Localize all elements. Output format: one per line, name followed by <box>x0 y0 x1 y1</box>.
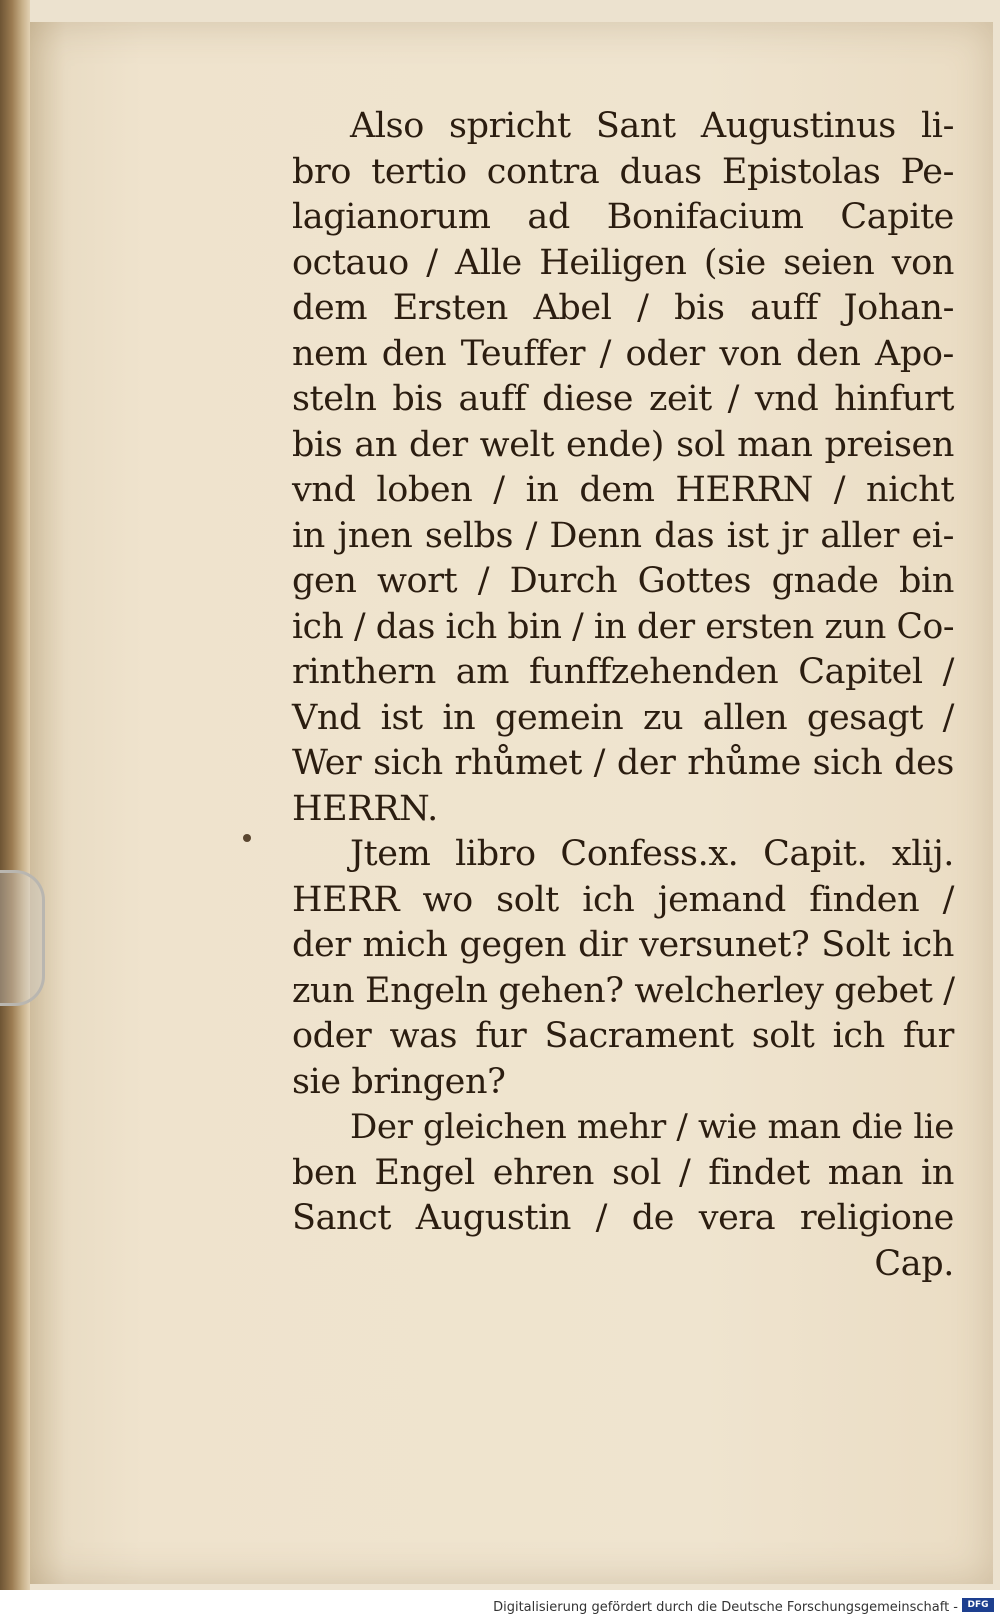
text-line: Wer sich rhůmet / der rhůme sich des <box>292 743 954 783</box>
book-spine <box>0 0 30 1590</box>
text-line: sie bringen? <box>292 1061 506 1102</box>
page-clip <box>0 870 45 1006</box>
text-line: bis an der welt ende) sol man preisen <box>292 424 954 465</box>
text-line: Der gleichen mehr / wie man die lie <box>350 1107 954 1147</box>
ink-dot <box>243 834 251 842</box>
text-line: oder was fur Sacrament solt ich fur <box>292 1016 954 1056</box>
text-line: Vnd ist in gemein zu allen gesagt / <box>292 697 954 738</box>
text-line: zun Engeln gehen? welcherley gebet / <box>292 970 955 1011</box>
catchword: Cap. <box>874 1243 954 1284</box>
text-line: rinthern am funffzehenden Capitel / <box>292 652 954 692</box>
text-line: dem Ersten Abel / bis auff Johan- <box>292 288 954 328</box>
text-line: lagianorum ad Bonifacium Capite <box>292 197 954 237</box>
footer-text: Digitalisierung gefördert durch die Deutsche Forschungsgemeinschaft - <box>493 1600 958 1615</box>
text-line: der mich gegen dir versunet? Solt ich <box>292 925 954 965</box>
text-line: vnd loben / in dem HERRN / nicht <box>292 470 954 510</box>
text-line: bro tertio contra duas Epistolas Pe- <box>292 151 954 192</box>
text-line: HERR wo solt ich jemand finden / <box>292 879 954 920</box>
text-line: Also spricht Sant Augustinus li- <box>350 106 954 146</box>
text-line: octauo / Alle Heiligen (sie seien von <box>292 242 954 283</box>
text-line: HERRN. <box>292 788 438 829</box>
text-line: nem den Teuffer / oder von den Apo- <box>292 333 954 374</box>
dfg-logo-icon: DFG <box>962 1598 994 1612</box>
text-line: ich / das ich bin / in der ersten zun Co- <box>292 606 955 647</box>
text-line: Jtem libro Confess.x. Capit. xlij. <box>350 834 954 874</box>
text-line: in jnen selbs / Denn das ist jr aller ei- <box>292 515 954 556</box>
text-line: gen wort / Durch Gottes gnade bin <box>292 561 954 601</box>
text-line: Sanct Augustin / de vera religione <box>292 1198 954 1238</box>
text-line: steln bis auff diese zeit / vnd hinfurt <box>292 379 954 419</box>
page-text <box>292 104 954 1287</box>
text-line: ben Engel ehren sol / findet man in <box>292 1152 954 1193</box>
digitization-footer <box>0 1590 1000 1622</box>
